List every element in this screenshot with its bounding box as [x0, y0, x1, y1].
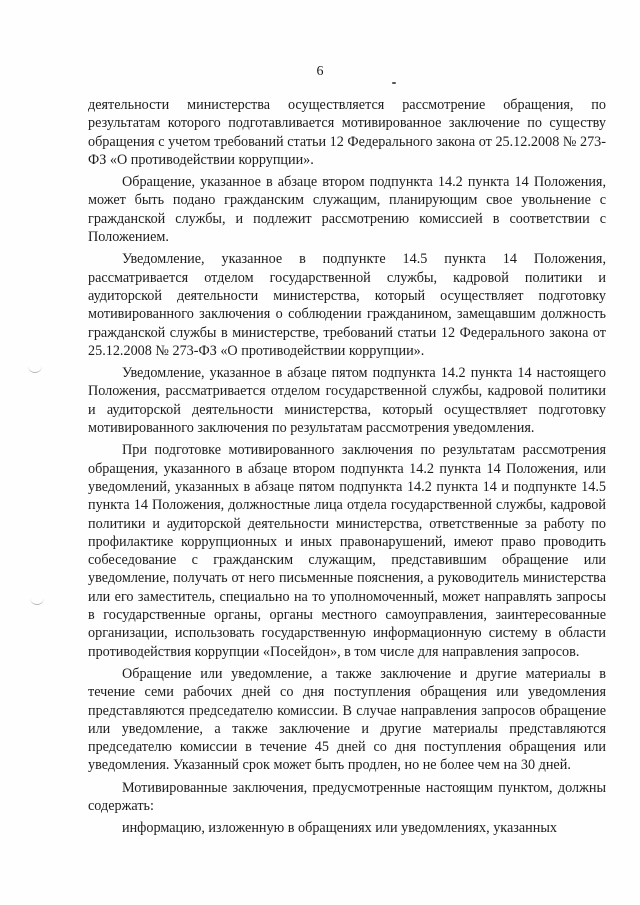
margin-scan-mark	[30, 598, 44, 605]
paragraph: Уведомление, указанное в абзаце пятом подпункта 14.2 пункта 14 настоящего Положения, рассматривается отделом государственной службы, кадровой политики и аудиторской деятельности министерства, который осуществляет подготовку мотивированного заключения по результатам рассмотрения уведомления.	[88, 365, 606, 437]
scan-speck	[392, 82, 396, 84]
paragraph: Мотивированные заключения, предусмотренные настоящим пунктом, должны содержать:	[88, 779, 606, 814]
document-body	[88, 96, 606, 842]
paragraph: Обращение или уведомление, а также заключение и другие материалы в течение семи рабочих дней со дня поступления обращения или уведомления представляются председателю комиссии. В случае направления запросов обращение или уведомление, а также заключение и другие материалы представляются председателю комиссии в течение 45 дней со дня поступления обращения или уведомления. Указанный срок может быть продлен, но не более чем на 30 дней.	[88, 665, 606, 774]
paragraph: Уведомление, указанное в подпункте 14.5 пункта 14 Положения, рассматривается отделом государственной службы, кадровой политики и аудиторской деятельности министерства, который осуществляет подготовку мотивированного заключения о соблюдении гражданином, замещавшим должность гражданской службы в министерстве, требований статьи 12 Федерального закона от 25.12.2008 № 273-ФЗ «О противодействии коррупции».	[88, 251, 606, 359]
paragraph: Обращение, указанное в абзаце втором подпункта 14.2 пункта 14 Положения, может быть подано гражданским служащим, планирующим свое увольнение с гражданской службы, и подлежит рассмотрению комиссией в соответствии с Положением.	[88, 174, 606, 246]
paragraph: При подготовке мотивированного заключения по результатам рассмотрения обращения, указанного в абзаце втором подпункта 14.2 пункта 14 Положения, или уведомлений, указанных в абзаце пятом подпункта 14.2 пункта 14 и подпункте 14.5 пункта 14 Положения, должностные лица отдела государственной службы, кадровой политики и аудиторской деятельности министерства, ответственные за работу по профилактике коррупционных и иных правонарушений, имеют право проводить собеседование с гражданским служащим, представившим обращение или уведомление, получать от него письменные пояснения, а руководитель министерства или его заместитель, специально на то уполномоченный, может направлять запросы в государственные органы, органы местного самоуправления, заинтересованные организации, использовать государственную информационную систему в области противодействия коррупции «Посейдон», в том числе для направления запросов.	[88, 442, 606, 660]
list-item: информацию, изложенную в обращениях или уведомлениях, указанных	[122, 820, 557, 837]
page-number: 6	[316, 64, 324, 79]
margin-scan-mark	[28, 366, 42, 373]
paragraph-continuation: деятельности министерства осуществляется рассмотрение обращения, по результатам которого подготавливается мотивированное заключение по существу обращения с учетом требований статьи 12 Федерального закона от 25.12.2008 № 273-ФЗ «О противодействии коррупции».	[88, 97, 606, 168]
